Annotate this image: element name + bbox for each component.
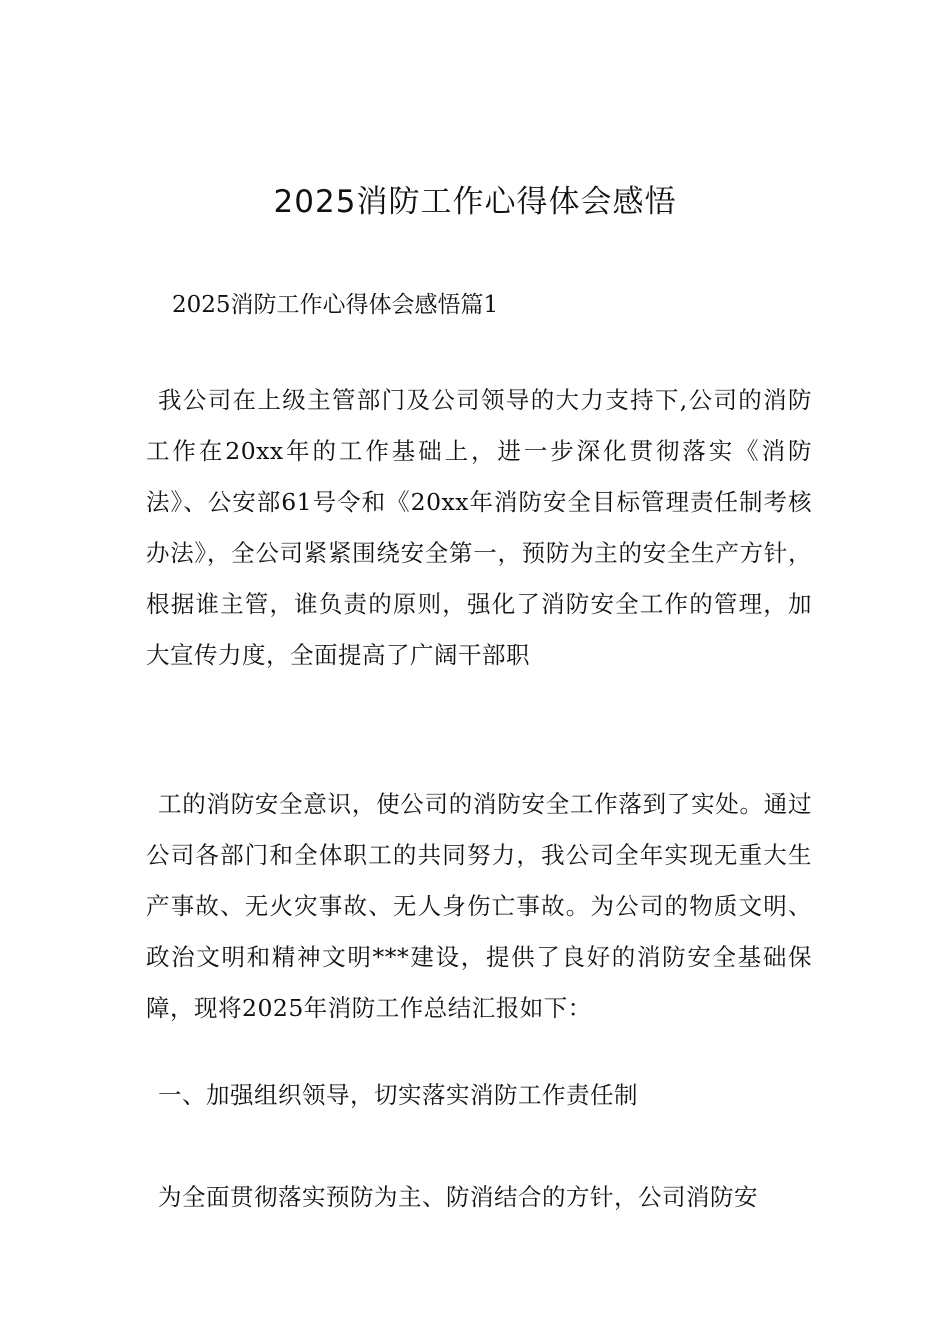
paragraph-1: 我公司在上级主管部门及公司领导的大力支持下,公司的消防工作在20xx年的工作基础上，进一步深化贯彻落实《消防法》、公安部61号令和《20xx年消防安全目标管理责任制考核办法》，全公司紧紧围绕安全第一，预防为主的安全生产方针，根据谁主管，谁负责的原则，强化了消防安全工作的管理，加大宣传力度，全面提高了广阔干部职 [146,386,812,669]
document-subtitle: 2025消防工作心得体会感悟篇1 [172,292,499,318]
paragraph-2: 工的消防安全意识，使公司的消防安全工作落到了实处。通过公司各部门和全体职工的共同努力，我公司全年实现无重大生产事故、无火灾事故、无人身伤亡事故。为公司的物质文明、政治文明和精神文明***建设，提供了良好的消防安全基础保障，现将2025年消防工作总结汇报如下： [146,790,812,1022]
section-heading: 一、加强组织领导，切实落实消防工作责任制 [158,1081,638,1109]
paragraph-3: 为全面贯彻落实预防为主、防消结合的方针，公司消防安 [158,1183,758,1211]
document-title: 2025消防工作心得体会感悟 [273,184,677,220]
